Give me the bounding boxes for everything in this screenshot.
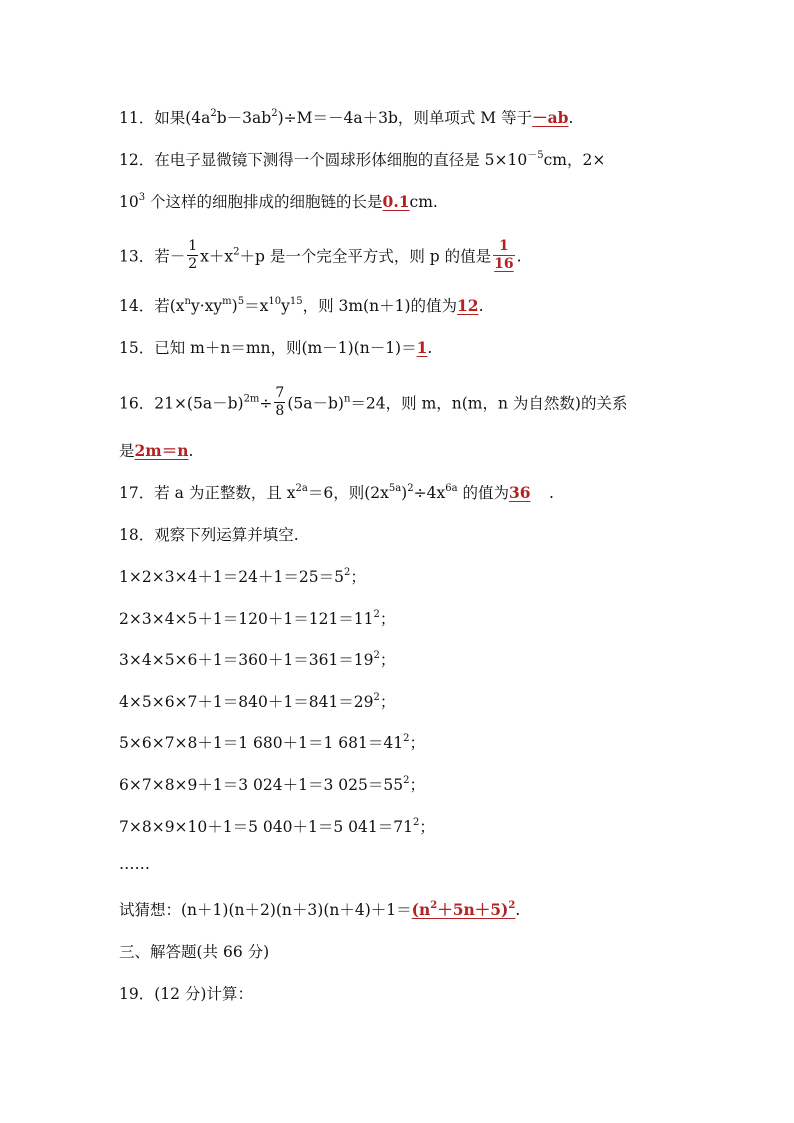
question-18-guess: 试猜想：$(n+1)(n+2)(n+3)(n+4)+1=(n^2+5n+5)^2$. bbox=[119, 900, 521, 919]
q18-row: $3\times 4\times 5\times 6+1=360+1=361=19^2$； bbox=[119, 650, 396, 670]
question-12-line2: $10^3$ 个这样的细胞排成的细胞链的长是0.1cm. bbox=[119, 192, 438, 211]
question-17: 17．若 a 为正整数，且 $x^{2a}=6$，则$(2x^{5a})^2\div 4x^{6a}$ 的值为36 . bbox=[119, 483, 554, 502]
q17-answer: 36 bbox=[508, 483, 531, 502]
question-16-line1: 16．$21\times(5a-b)^{2m}\div$ $\frac{7}{8}$ $(5a-b)^n=24$，则 m，n(m，n 为自然数)的关系 bbox=[119, 385, 628, 419]
question-11: 11．如果$(4a^2b-3ab^2)\div M=-4a+3b$，则单项式 M 等于－ab. bbox=[119, 108, 574, 127]
q18-answer: $(n^2+5n+5)^2$ bbox=[411, 900, 516, 919]
q11-text: 11．如果(4a bbox=[119, 109, 211, 127]
q14-answer: 12 bbox=[457, 296, 479, 315]
q18-row: $4\times 5\times 6\times 7+1=840+1=841=29^2$； bbox=[119, 691, 396, 711]
question-19: 19．(12 分)计算： bbox=[119, 985, 253, 1003]
question-13: 13．若－ $\frac{1}{2}$ $x+x^2+p$ 是一个完全平方式，则 p 的值是 $\frac{1}{16}$ . bbox=[119, 238, 522, 272]
question-12-line1: 12．在电子显微镜下测得一个圆球形体细胞的直径是 $5\times 10^{-5}cm$，2× bbox=[119, 150, 606, 169]
question-15: 15．已知 m＋n＝mn，则(m－1)(n－1)＝1. bbox=[119, 338, 433, 357]
q13-answer: $\frac{1}{16}$ bbox=[494, 238, 514, 272]
fraction-one-half: $\frac{1}{2}$ bbox=[188, 238, 198, 272]
q16-answer: 2m＝n bbox=[134, 441, 189, 460]
section-heading: 三、解答题(共 66 分) bbox=[119, 943, 270, 961]
q11-answer: －ab bbox=[532, 108, 569, 127]
question-14: 14．若$(x^ny\cdot xy^m)^5=x^{10}y^{15}$，则 3m(n＋1)的值为12. bbox=[119, 296, 484, 315]
q18-row: 6×7×8×9＋1＝3 024＋1＝3 $025=55^2$； bbox=[119, 775, 425, 794]
fraction-seven-eighths: $\frac{7}{8}$ bbox=[275, 385, 285, 419]
q18-row: $1\times 2\times 3\times 4+1=24+1=25=5^2$； bbox=[119, 567, 366, 586]
q15-answer: 1 bbox=[416, 338, 428, 357]
q18-row: 5×6×7×8＋1＝1 680＋1＝1 $681=41^2$； bbox=[119, 733, 425, 753]
q12-answer: 0.1 bbox=[382, 192, 410, 211]
q18-row: $2\times 3\times 4\times 5+1=120+1=121=11^2$； bbox=[119, 608, 396, 628]
q18-row: 7×8×9×10＋1＝5 040＋1＝5 $041=71^2$； bbox=[119, 816, 435, 836]
question-18-title: 18．观察下列运算并填空. bbox=[119, 526, 299, 544]
question-16-line2: 是2m＝n. bbox=[119, 441, 194, 460]
ellipsis: …… bbox=[119, 855, 150, 873]
